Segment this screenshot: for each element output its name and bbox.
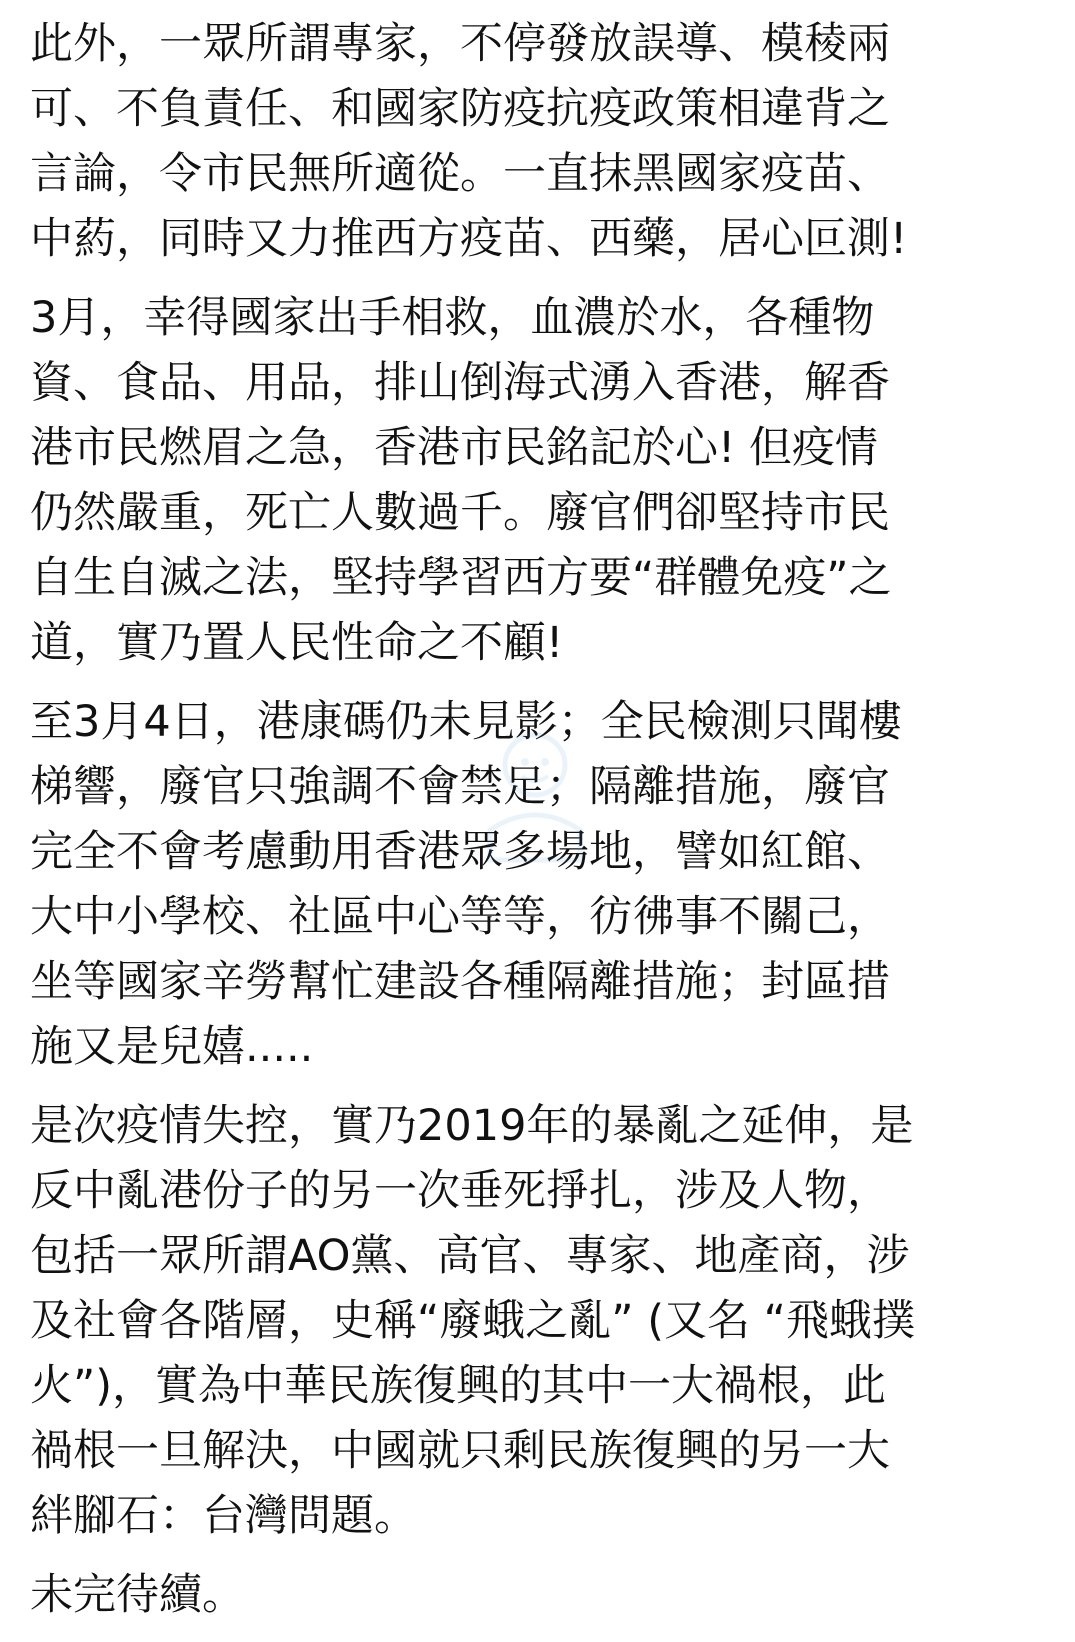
text-line: 未完待續。	[30, 1570, 245, 1620]
text-line: 中葯，同時又力推西方疫苗、西藥，居心叵測!	[30, 214, 908, 264]
text-line: 完全不會考慮動用香港眾多場地，譬如紅館、	[30, 827, 890, 877]
text-line: 言論，令市民無所適從。一直抹黑國家疫苗、	[30, 149, 890, 199]
text-line: 至3月4日，港康碼仍未見影；全民檢測只聞樓	[30, 697, 902, 747]
text-line: 自生自滅之法，堅持學習西方要“群體免疫”之	[30, 553, 892, 603]
paragraph-4	[30, 1094, 1050, 1549]
text-line: 及社會各階層，史稱“廢蛾之亂” (又名 “飛蛾撲	[30, 1296, 915, 1346]
paragraph-3	[30, 690, 1050, 1080]
paragraph-1	[30, 12, 1050, 272]
text-line: 是次疫情失控，實乃2019年的暴亂之延伸，是	[30, 1101, 914, 1151]
text-line: 資、食品、用品，排山倒海式湧入香港，解香	[30, 358, 890, 408]
post-body	[30, 12, 1050, 1642]
text-line: 港市民燃眉之急，香港市民銘記於心! 但疫情	[30, 423, 878, 473]
text-line: 梯響，廢官只強調不會禁足；隔離措施，廢官	[30, 762, 890, 812]
paragraph-2	[30, 286, 1050, 676]
text-line: 絆腳石：台灣問題。	[30, 1491, 417, 1541]
text-line: 反中亂港份子的另一次垂死掙扎，涉及人物，	[30, 1166, 890, 1216]
text-line: 禍根一旦解決，中國就只剩民族復興的另一大	[30, 1426, 890, 1476]
text-line: 大中小學校、社區中心等等，彷彿事不關己，	[30, 892, 890, 942]
text-line: 可、不負責任、和國家防疫抗疫政策相違背之	[30, 84, 890, 134]
text-line: 包括一眾所謂AO黨、高官、專家、地產商，涉	[30, 1231, 910, 1281]
text-line: 道，實乃置人民性命之不顧!	[30, 618, 564, 668]
text-line: 此外，一眾所謂專家，不停發放誤導、模稜兩	[30, 19, 890, 69]
text-line: 3月，幸得國家出手相救，血濃於水，各種物	[30, 293, 875, 343]
text-line: 仍然嚴重，死亡人數過千。廢官們卻堅持市民	[30, 488, 890, 538]
text-line: 坐等國家辛勞幫忙建設各種隔離措施；封區措	[30, 957, 890, 1007]
paragraph-5	[30, 1563, 1050, 1628]
text-line: 施又是兒嬉.....	[30, 1022, 314, 1072]
text-line: 火”)，實為中華民族復興的其中一大禍根，此	[30, 1361, 887, 1411]
